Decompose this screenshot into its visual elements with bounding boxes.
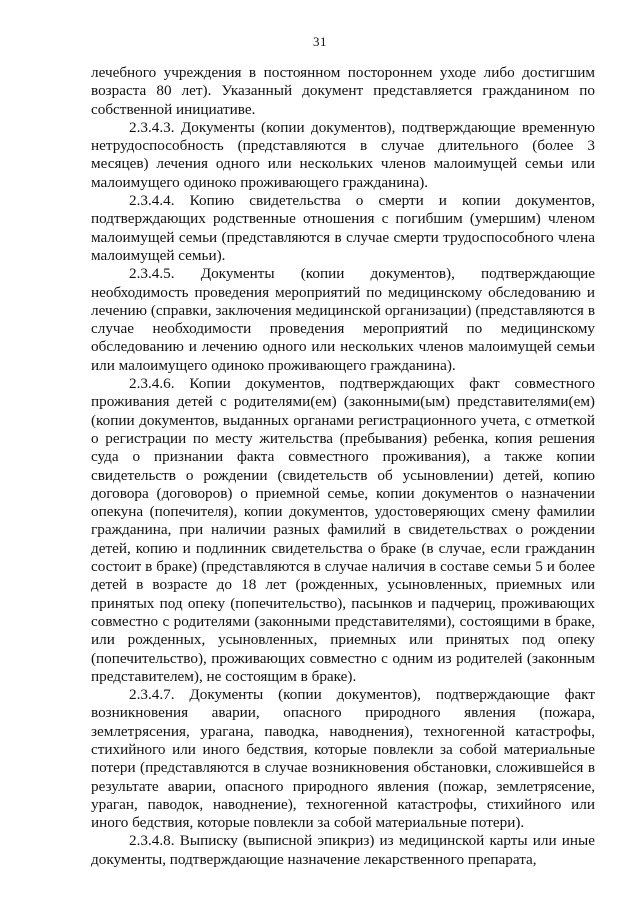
paragraph-2-3-4-7: 2.3.4.7. Документы (копии документов), подтверждающие факт возникновения аварии, опасного природного явления (пожара, землетрясения, урагана, паводка, наводнения), техногенной катастрофы, стихийного или иного бедствия, которые повлекли за собой материальные потери (представляются в случае возникновения обстановки, сложившейся в результате аварии, опасного природного явления (пожар, землетрясение, ураган, паводок, наводнение), техногенной катастрофы, стихийного или иного бедствия, которые повлекли за собой материальные потери). (91, 686, 595, 832)
paragraph-2-3-4-5: 2.3.4.5. Документы (копии документов), подтверждающие необходимость проведения мероприятий по медицинскому обследованию и лечению (справки, заключения медицинской организации) (представляются в случае необходимости проведения мероприятий по медицинскому обследованию и лечению одного или нескольких членов малоимущей семьи или малоимущего одиноко проживающего гражданина). (91, 265, 595, 374)
document-body (91, 64, 595, 869)
paragraph-2-3-4-4: 2.3.4.4. Копию свидетельства о смерти и копии документов, подтверждающих родственные отношения с погибшим (умершим) членом малоимущей семьи (представляются в случае смерти трудоспособного члена малоимущей семьи). (91, 192, 595, 264)
page-number: 31 (313, 34, 327, 49)
paragraph-2-3-4-8: 2.3.4.8. Выписку (выписной эпикриз) из медицинской карты или иные документы, подтверждающие назначение лекарственного препарата, (91, 832, 595, 868)
paragraph-2-3-4-3: 2.3.4.3. Документы (копии документов), подтверждающие временную нетрудоспособность (представляются в случае длительного (более 3 месяцев) лечения одного или нескольких членов малоимущей семьи или малоимущего одиноко проживающего гражданина). (91, 118, 595, 191)
paragraph-continuation: лечебного учреждения в постоянном постороннем уходе либо достигшим возраста 80 лет). Указанный документ представляется гражданином по собственной инициативе. (91, 64, 595, 118)
paragraph-2-3-4-6: 2.3.4.6. Копии документов, подтверждающих факт совместного проживания детей с родителями(ем) (законными(ым) представителями(ем) (копии документов, выданных органами регистрационного учета, с отметкой о регистрации по месту жительства (пребывания) ребенка, копия решения суда о признании факта совместного проживания), а также копии свидетельств о рождении (свидетельств об усыновлении) детей, копию договора (договоров) о приемной семье, копии документов о назначении опекуна (попечителя), копии документов, удостоверяющих смену фамилии гражданина, при наличии разных фамилий в свидетельствах о рождении детей, копию и подлинник свидетельства о браке (в случае, если гражданин состоит в браке) (представляются в случае наличия в составе семьи 5 и более детей в возрасте до 18 лет (рожденных, усыновленных, приемных или принятых под опеку (попечительство), пасынков и падчериц, проживающих совместно с родителями (законными представителями), состоящими в браке, или рожденных, усыновленных, приемных или принятых под опеку (попечительство), проживающих совместно с одним из родителей (законным представителем), не состоящим в браке). (91, 375, 595, 685)
